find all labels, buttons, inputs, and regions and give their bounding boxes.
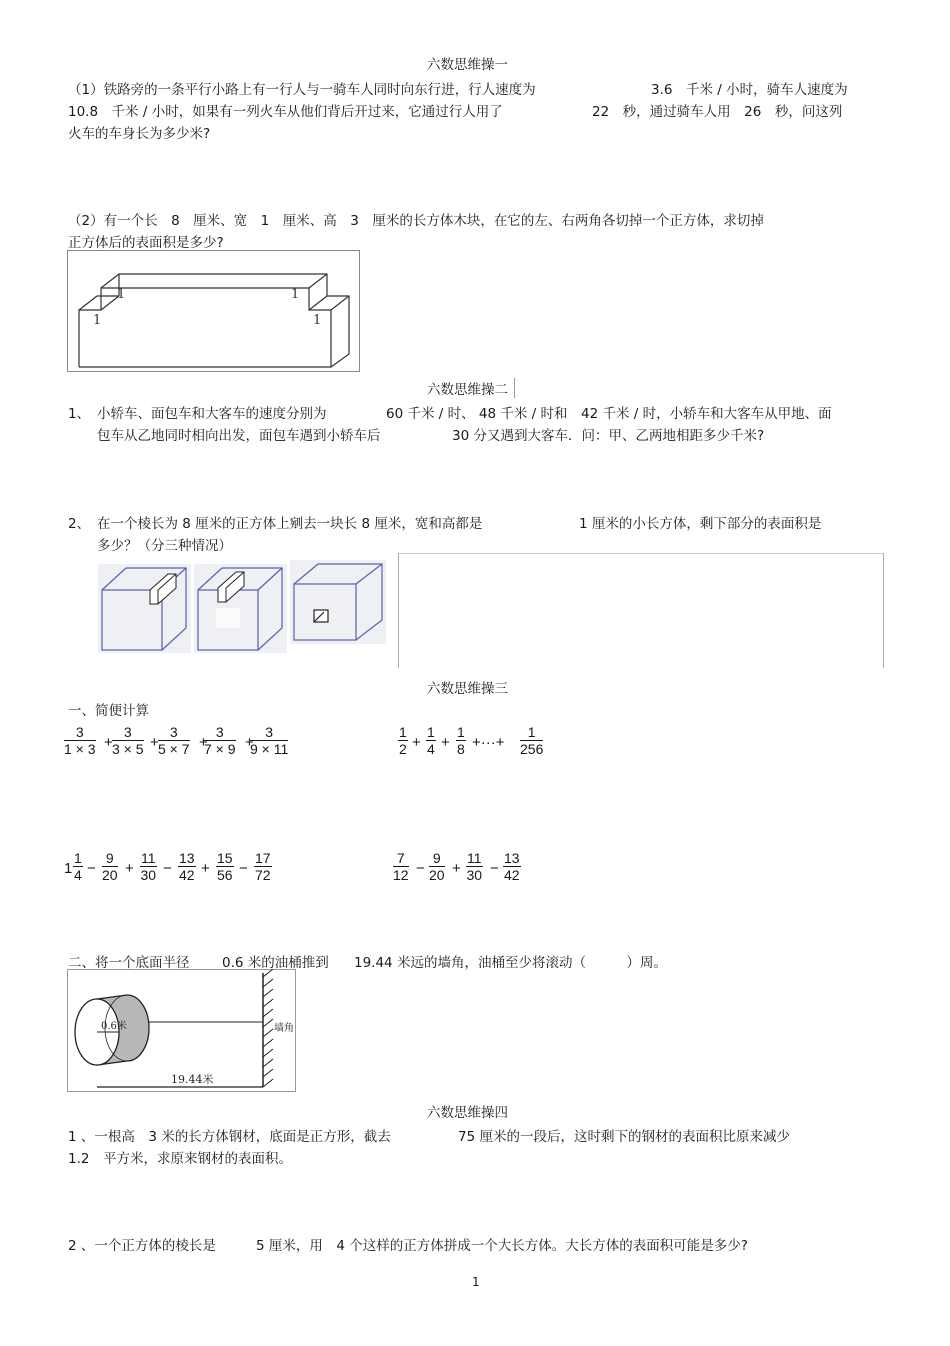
s1-q2-line2: 正方体后的表面积是多少? xyxy=(68,235,224,251)
expr1-frac-4 xyxy=(204,724,236,757)
s3-part2a: 二、将一个底面半径 xyxy=(68,955,190,971)
expr1-frac-3 xyxy=(158,724,190,757)
frac-denominator: 12 xyxy=(393,867,409,883)
cut-block-figure xyxy=(67,250,360,372)
cube-figure-case2 xyxy=(194,564,287,653)
expr1-frac-1 xyxy=(64,724,96,757)
frac-denominator: 30 xyxy=(140,867,157,883)
cube-figure-case1 xyxy=(98,564,191,653)
fig-radius-label: 0.6米 xyxy=(101,1021,127,1032)
expr3-frac-2 xyxy=(102,850,118,883)
frac-denominator: 30 xyxy=(466,867,483,883)
frac-denominator: 72 xyxy=(255,867,271,883)
section2-title: 六数思维操二 xyxy=(427,378,515,398)
cube-figure-case3 xyxy=(290,560,386,644)
s3-part2c: 19.44 米远的墙角，油桶至少将滚动（ ）周。 xyxy=(354,955,667,971)
frac-numerator: 1 xyxy=(399,724,407,740)
expr3-op-1: − xyxy=(87,860,96,877)
s4-q1-line2: 1.2 平方米，求原来钢材的表面积。 xyxy=(68,1151,292,1167)
s2-q1-line2b: 30 分又遇到大客车．问：甲、乙两地相距多少千米? xyxy=(452,428,765,444)
s4-q2-line1a: 2 、一个正方体的棱长是 xyxy=(68,1238,216,1254)
frac-numerator: 3 xyxy=(215,724,224,740)
expr3-op-4: + xyxy=(201,860,210,877)
expr1-op-1: + xyxy=(104,734,113,751)
expr3-frac-4 xyxy=(178,850,196,883)
s2-q2-num: 2、 xyxy=(68,516,91,532)
frac-numerator: 11 xyxy=(467,850,482,866)
s4-q1-line1a: 1 、一根高 3 米的长方体钢材，底面是正方形，截去 xyxy=(68,1129,391,1145)
expr3-frac-6 xyxy=(254,850,272,883)
frac-numerator: 3 xyxy=(265,724,274,740)
s2-q1-line2a: 包车从乙地同时相向出发，面包车遇到小轿车后 xyxy=(97,428,381,444)
page-number: 1 xyxy=(472,1275,480,1289)
expr2-frac-2 xyxy=(426,724,436,757)
section1-title: 六数思维操一 xyxy=(427,57,508,73)
expr4-op-3: − xyxy=(490,860,499,877)
frac-numerator: 1 xyxy=(74,850,82,866)
s4-q2-line1b: 5 厘米，用 4 个这样的正方体拼成一个大长方体。大长方体的表面积可能是多少? xyxy=(256,1238,748,1254)
expr2-op-1: + xyxy=(412,734,421,751)
expr4-frac-2 xyxy=(429,850,445,883)
section4-title: 六数思维操四 xyxy=(427,1105,508,1121)
expr3-op-3: − xyxy=(163,860,172,877)
frac-denominator: 3 × 5 xyxy=(112,741,144,757)
expr2-frac-4 xyxy=(520,724,543,757)
expr3-frac-5 xyxy=(216,850,234,883)
frac-numerator: 1 xyxy=(527,724,536,740)
fig-label-1d: 1 xyxy=(313,313,322,328)
s1-q1-line3: 火车的车身长为多少米? xyxy=(68,126,211,142)
expr4-frac-4 xyxy=(503,850,521,883)
s2-q1-line1b: 60 千米 / 时、 48 千米 / 时和 42 千米 / 时，小轿车和大客车从甲地、面 xyxy=(386,406,832,422)
frac-denominator: 9 × 11 xyxy=(250,741,289,757)
expr3-whole: 1 xyxy=(64,860,73,877)
frac-numerator: 1 xyxy=(457,724,465,740)
expr1-op-4: + xyxy=(245,734,254,751)
expr3-op-5: − xyxy=(239,860,248,877)
expr2-op-3: +···+ xyxy=(472,734,505,751)
s4-q1-line1b: 75 厘米的一段后，这时剩下的钢材的表面积比原来减少 xyxy=(458,1129,790,1145)
frac-numerator: 3 xyxy=(123,724,132,740)
frac-denominator: 42 xyxy=(179,867,195,883)
fig-distance-label: 19.44米 xyxy=(171,1073,214,1086)
expr3-op-2: + xyxy=(125,860,134,877)
frac-numerator: 13 xyxy=(504,850,520,866)
expr4-op-2: + xyxy=(452,860,461,877)
frac-numerator: 11 xyxy=(141,850,156,866)
frac-numerator: 9 xyxy=(432,850,441,866)
frac-denominator: 42 xyxy=(504,867,520,883)
s2-q1-num: 1、 xyxy=(68,406,91,422)
frac-denominator: 4 xyxy=(427,741,435,757)
expr4-frac-3 xyxy=(466,850,483,883)
s1-q1-line1b: 3.6 千米 / 小时，骑车人速度为 xyxy=(651,82,848,98)
frac-denominator: 256 xyxy=(520,741,544,757)
frac-numerator: 3 xyxy=(169,724,178,740)
frac-denominator: 8 xyxy=(457,741,465,757)
expr4-op-1: − xyxy=(416,860,425,877)
fig-label-1b: 1 xyxy=(291,287,300,302)
s2-q2-line1b: 1 厘米的小长方体，剩下部分的表面积是 xyxy=(579,516,822,532)
section3-title: 六数思维操三 xyxy=(427,681,508,697)
expr2-frac-1 xyxy=(398,724,408,757)
s2-q2-line1a: 在一个棱长为 8 厘米的正方体上剜去一块长 8 厘米，宽和高都是 xyxy=(97,516,483,532)
frac-numerator: 7 xyxy=(396,850,405,866)
frac-numerator: 17 xyxy=(255,850,271,866)
frac-numerator: 3 xyxy=(75,724,84,740)
frac-numerator: 9 xyxy=(105,850,114,866)
frac-denominator: 7 × 9 xyxy=(204,741,236,757)
blank-answer-box xyxy=(398,553,884,668)
s1-q1-line1a: （1）铁路旁的一条平行小路上有一行人与一骑车人同时向东行进，行人速度为 xyxy=(68,82,536,98)
frac-denominator: 56 xyxy=(217,867,233,883)
frac-denominator: 5 × 7 xyxy=(158,741,190,757)
frac-denominator: 2 xyxy=(399,741,407,757)
expr1-frac-5 xyxy=(250,724,288,757)
s1-q1-line2b: 22 秒，通过骑车人用 26 秒，问这列 xyxy=(592,104,843,120)
fig-label-1a: 1 xyxy=(117,287,126,302)
expr1-op-3: + xyxy=(199,734,208,751)
expr2-frac-3 xyxy=(456,724,466,757)
expr2-op-2: + xyxy=(441,734,450,751)
s2-q1-line1a: 小轿车、面包车和大客车的速度分别为 xyxy=(97,406,327,422)
oil-drum-figure xyxy=(67,969,296,1092)
s1-q1-line2a: 10.8 千米 / 小时，如果有一列火车从他们背后开过来，它通过行人用了 xyxy=(68,104,503,120)
frac-denominator: 4 xyxy=(74,867,82,883)
expr3-frac-3 xyxy=(140,850,157,883)
expr4-frac-1 xyxy=(393,850,409,883)
fig-label-1c: 1 xyxy=(93,313,102,328)
frac-numerator: 1 xyxy=(427,724,435,740)
s2-q2-line2: 多少？（分三种情况） xyxy=(97,538,232,554)
frac-denominator: 1 × 3 xyxy=(64,741,96,757)
s3-part1-heading: 一、简便计算 xyxy=(68,703,149,719)
s1-q2-line1: （2）有一个长 8 厘米、宽 1 厘米、高 3 厘米的长方体木块，在它的左、右两角各切掉一个正方体，求切掉 xyxy=(68,213,764,229)
expr1-op-2: + xyxy=(150,734,159,751)
frac-denominator: 20 xyxy=(102,867,118,883)
frac-numerator: 13 xyxy=(179,850,195,866)
frac-denominator: 20 xyxy=(429,867,445,883)
expr1-frac-2 xyxy=(112,724,144,757)
fig-wall-label: 墙角 xyxy=(274,1023,294,1034)
s3-part2b: 0.6 米的油桶推到 xyxy=(222,955,329,971)
frac-numerator: 15 xyxy=(217,850,233,866)
expr3-frac-1 xyxy=(73,850,83,883)
